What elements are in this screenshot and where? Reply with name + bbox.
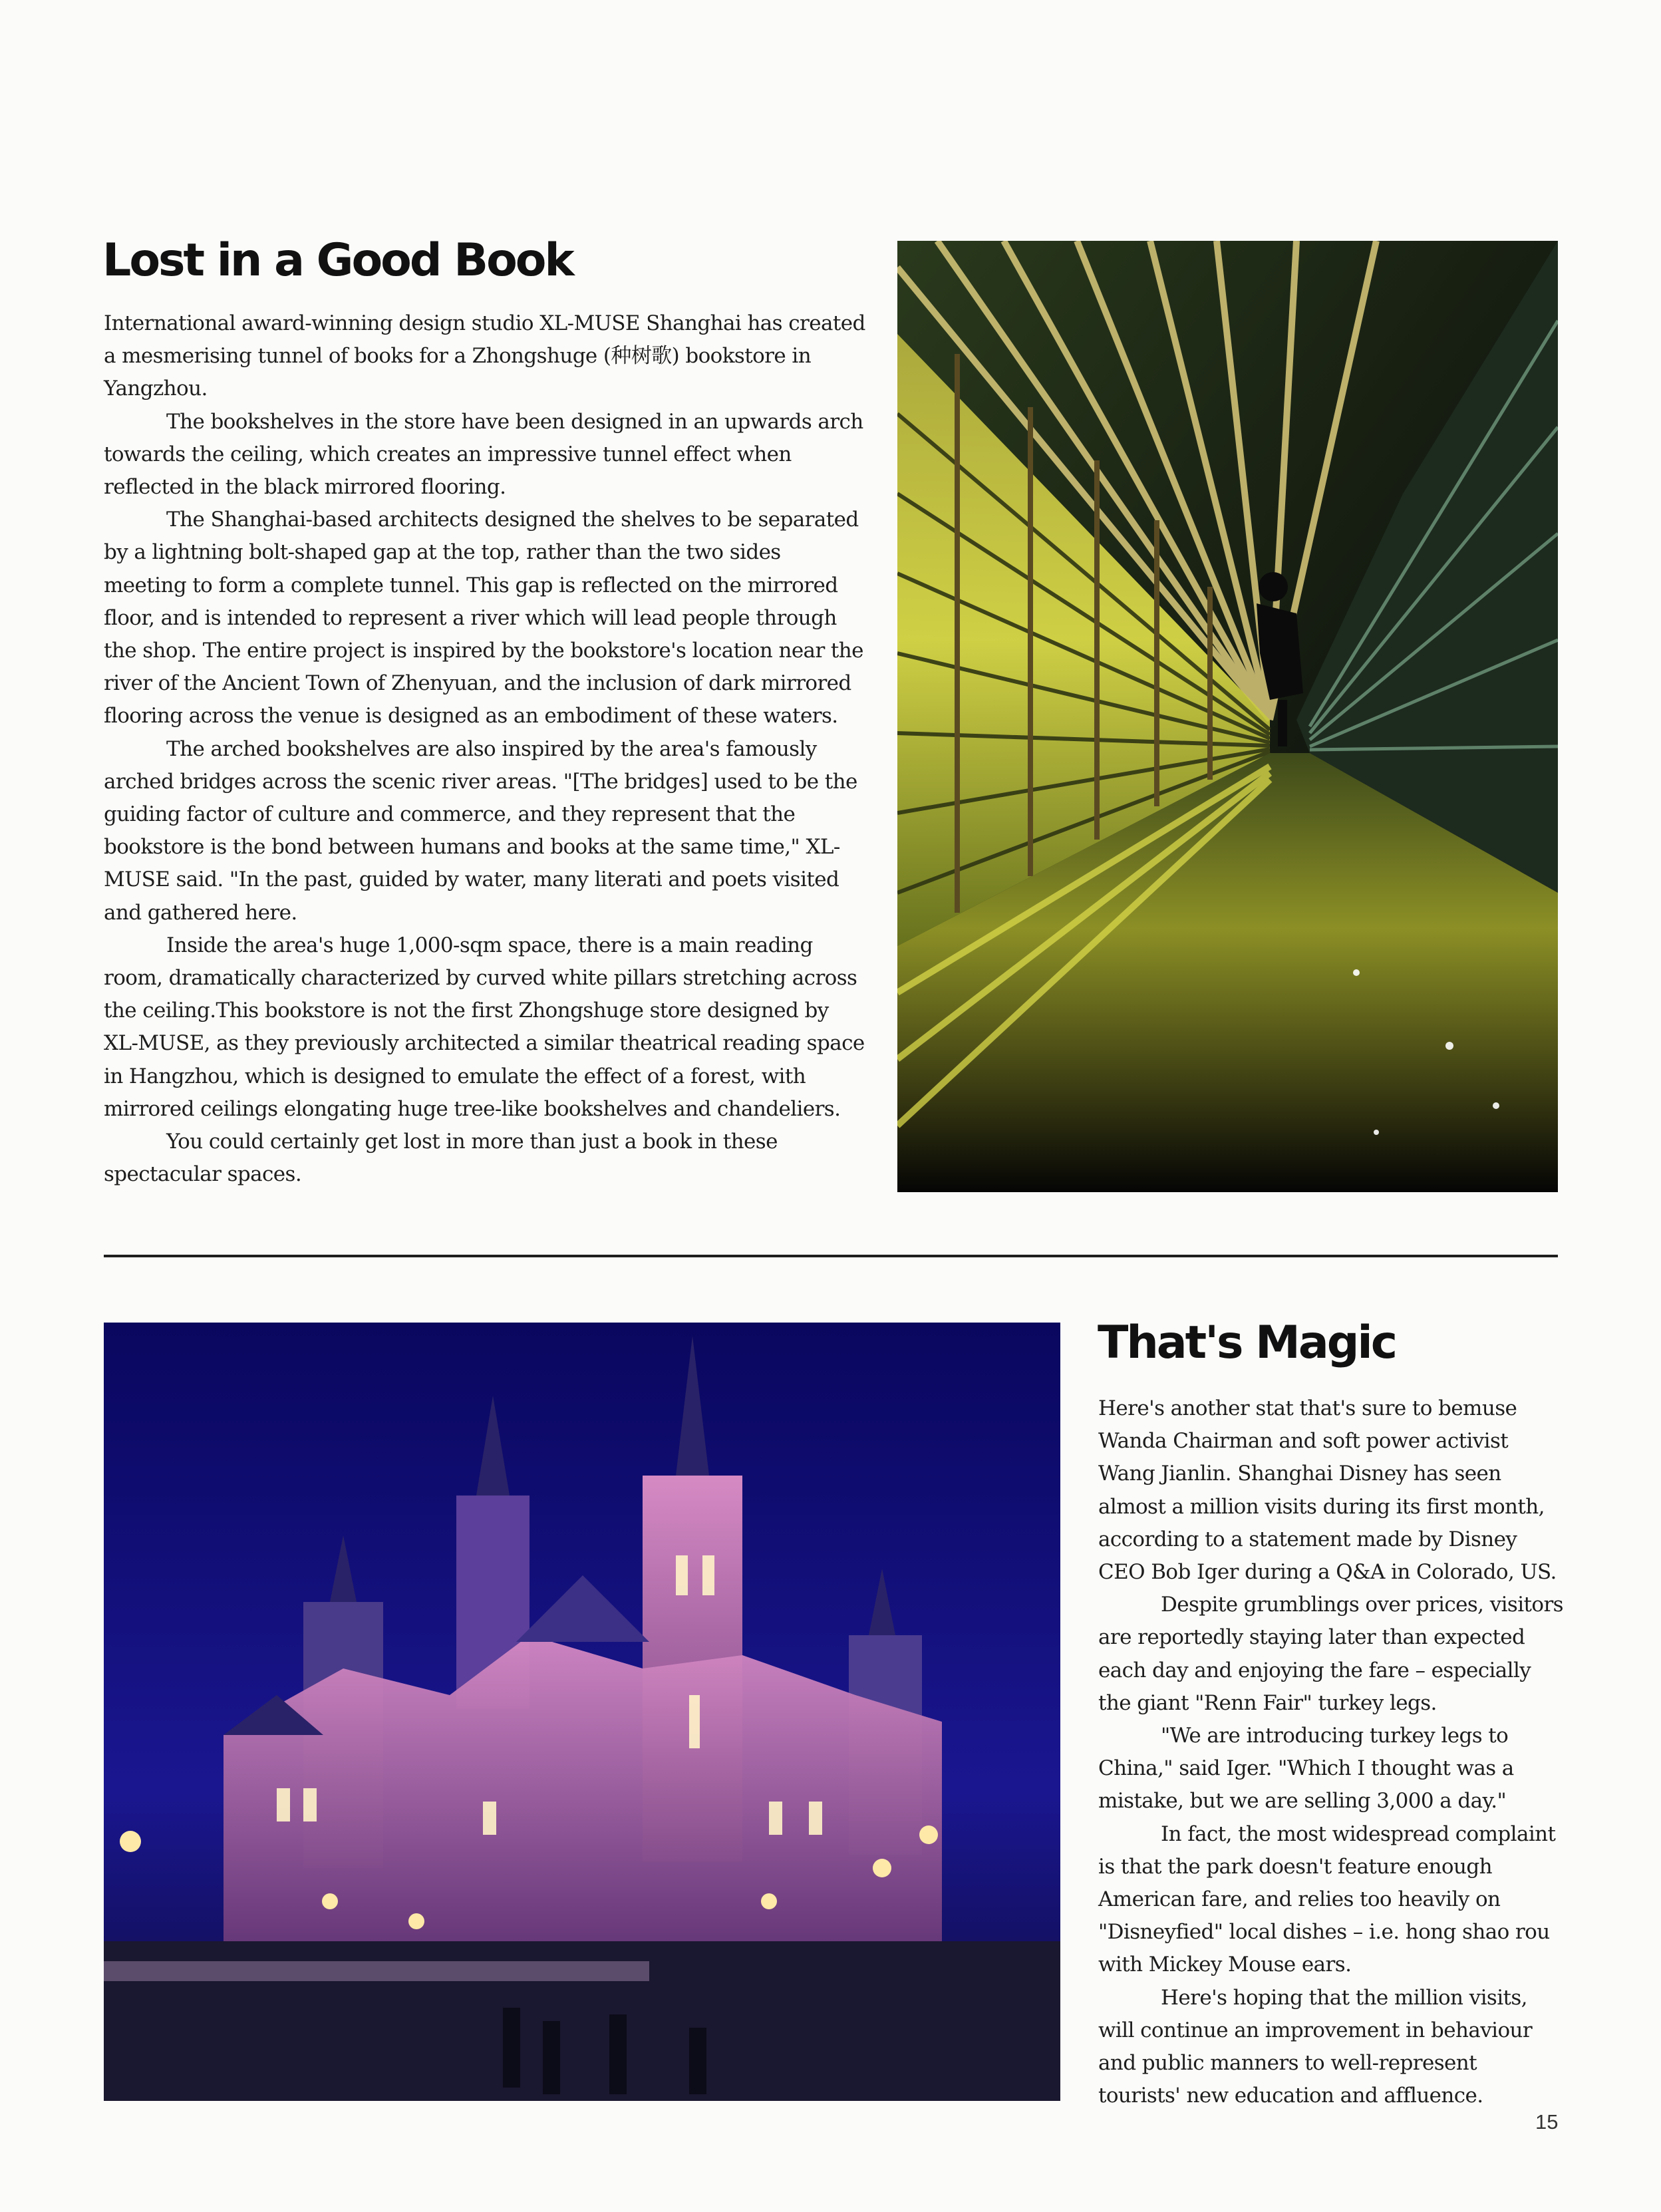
paragraph: You could certainly get lost in more than just a book in these spectacular spaces. (104, 1130, 778, 1187)
page-number: 15 (1535, 2110, 1559, 2133)
paragraph: "We are introducing turkey legs to China," said Iger. "Which I thought was a mistake, but we are selling 3,000 a day." (1098, 1724, 1514, 1814)
paragraph: In fact, the most widespread complaint is that the park doesn't feature enough American fare, and relies too heavily on "Disneyfied" local dishes – i.e. hong shao rou with Mickey Mouse ears. (1098, 1821, 1556, 1977)
paragraph: Here's hoping that the million visits, will continue an improvement in behaviour and public manners to well-represent tourists' new education and affluence. (1098, 1985, 1533, 2108)
shanghai-disney-castle-photo (104, 1323, 1060, 2101)
article-body-disney (1098, 1392, 1564, 2112)
article-title-thats-magic: That's Magic (1098, 1317, 1396, 1369)
section-divider (104, 1255, 1558, 1257)
article-title-lost-in-a-good-book: Lost in a Good Book (102, 234, 573, 287)
paragraph: Inside the area's huge 1,000-sqm space, there is a main reading room, dramatically characterized by curved white pillars stretching across the ceiling.This bookstore is not the first Zhongshuge store designed by XL-MUSE, as they previously architected a similar theatrical reading space in Hangzhou, which is designed to emulate the effect of a forest, with mirrored ceilings elongating huge tree-like bookshelves and chandeliers. (104, 933, 865, 1121)
paragraph: Here's another stat that's sure to bemuse Wanda Chairman and soft power activist Wang Jianlin. Shanghai Disney has seen almost a million visits during its first month, according to a statement made by Disney CEO Bob Iger during a Q&A in Colorado, US. (1098, 1396, 1557, 1585)
paragraph: The arched bookshelves are also inspired by the area's famously arched bridges across the scenic river areas. "[The bridges] used to be the guiding factor of culture and commerce, and they represent that the bookstore is the bond between humans and books at the same time," XL-MUSE said. "In the past, guided by water, many literati and poets visited and gathered here. (104, 736, 857, 925)
paragraph: International award-winning design studio XL-MUSE Shanghai has created a mesmerising tunnel of books for a Zhongshuge (种树歌) bookstore in Yangzhou. (104, 311, 865, 401)
paragraph: The Shanghai-based architects designed the shelves to be separated by a lightning bolt-shaped gap at the top, rather than the two sides meeting to form a complete tunnel. This gap is reflected on the mirrored floor, and is intended to represent a river which will lead people through the shop. The entire project is inspired by the bookstore's location near the river of the Ancient Town of Zhenyuan, and the inclusion of dark mirrored flooring across the venue is designed as an embodiment of these waters. (104, 508, 863, 728)
bookstore-tunnel-photo (897, 241, 1558, 1192)
paragraph: The bookshelves in the store have been designed in an upwards arch towards the ceiling, which creates an impressive tunnel effect when reflected in the black mirrored flooring. (104, 409, 863, 500)
paragraph: Despite grumblings over prices, visitors are reportedly staying later than expected each day and enjoying the fare – especially the giant "Renn Fair" turkey legs. (1098, 1593, 1563, 1715)
article-body-bookstore (104, 307, 869, 1191)
